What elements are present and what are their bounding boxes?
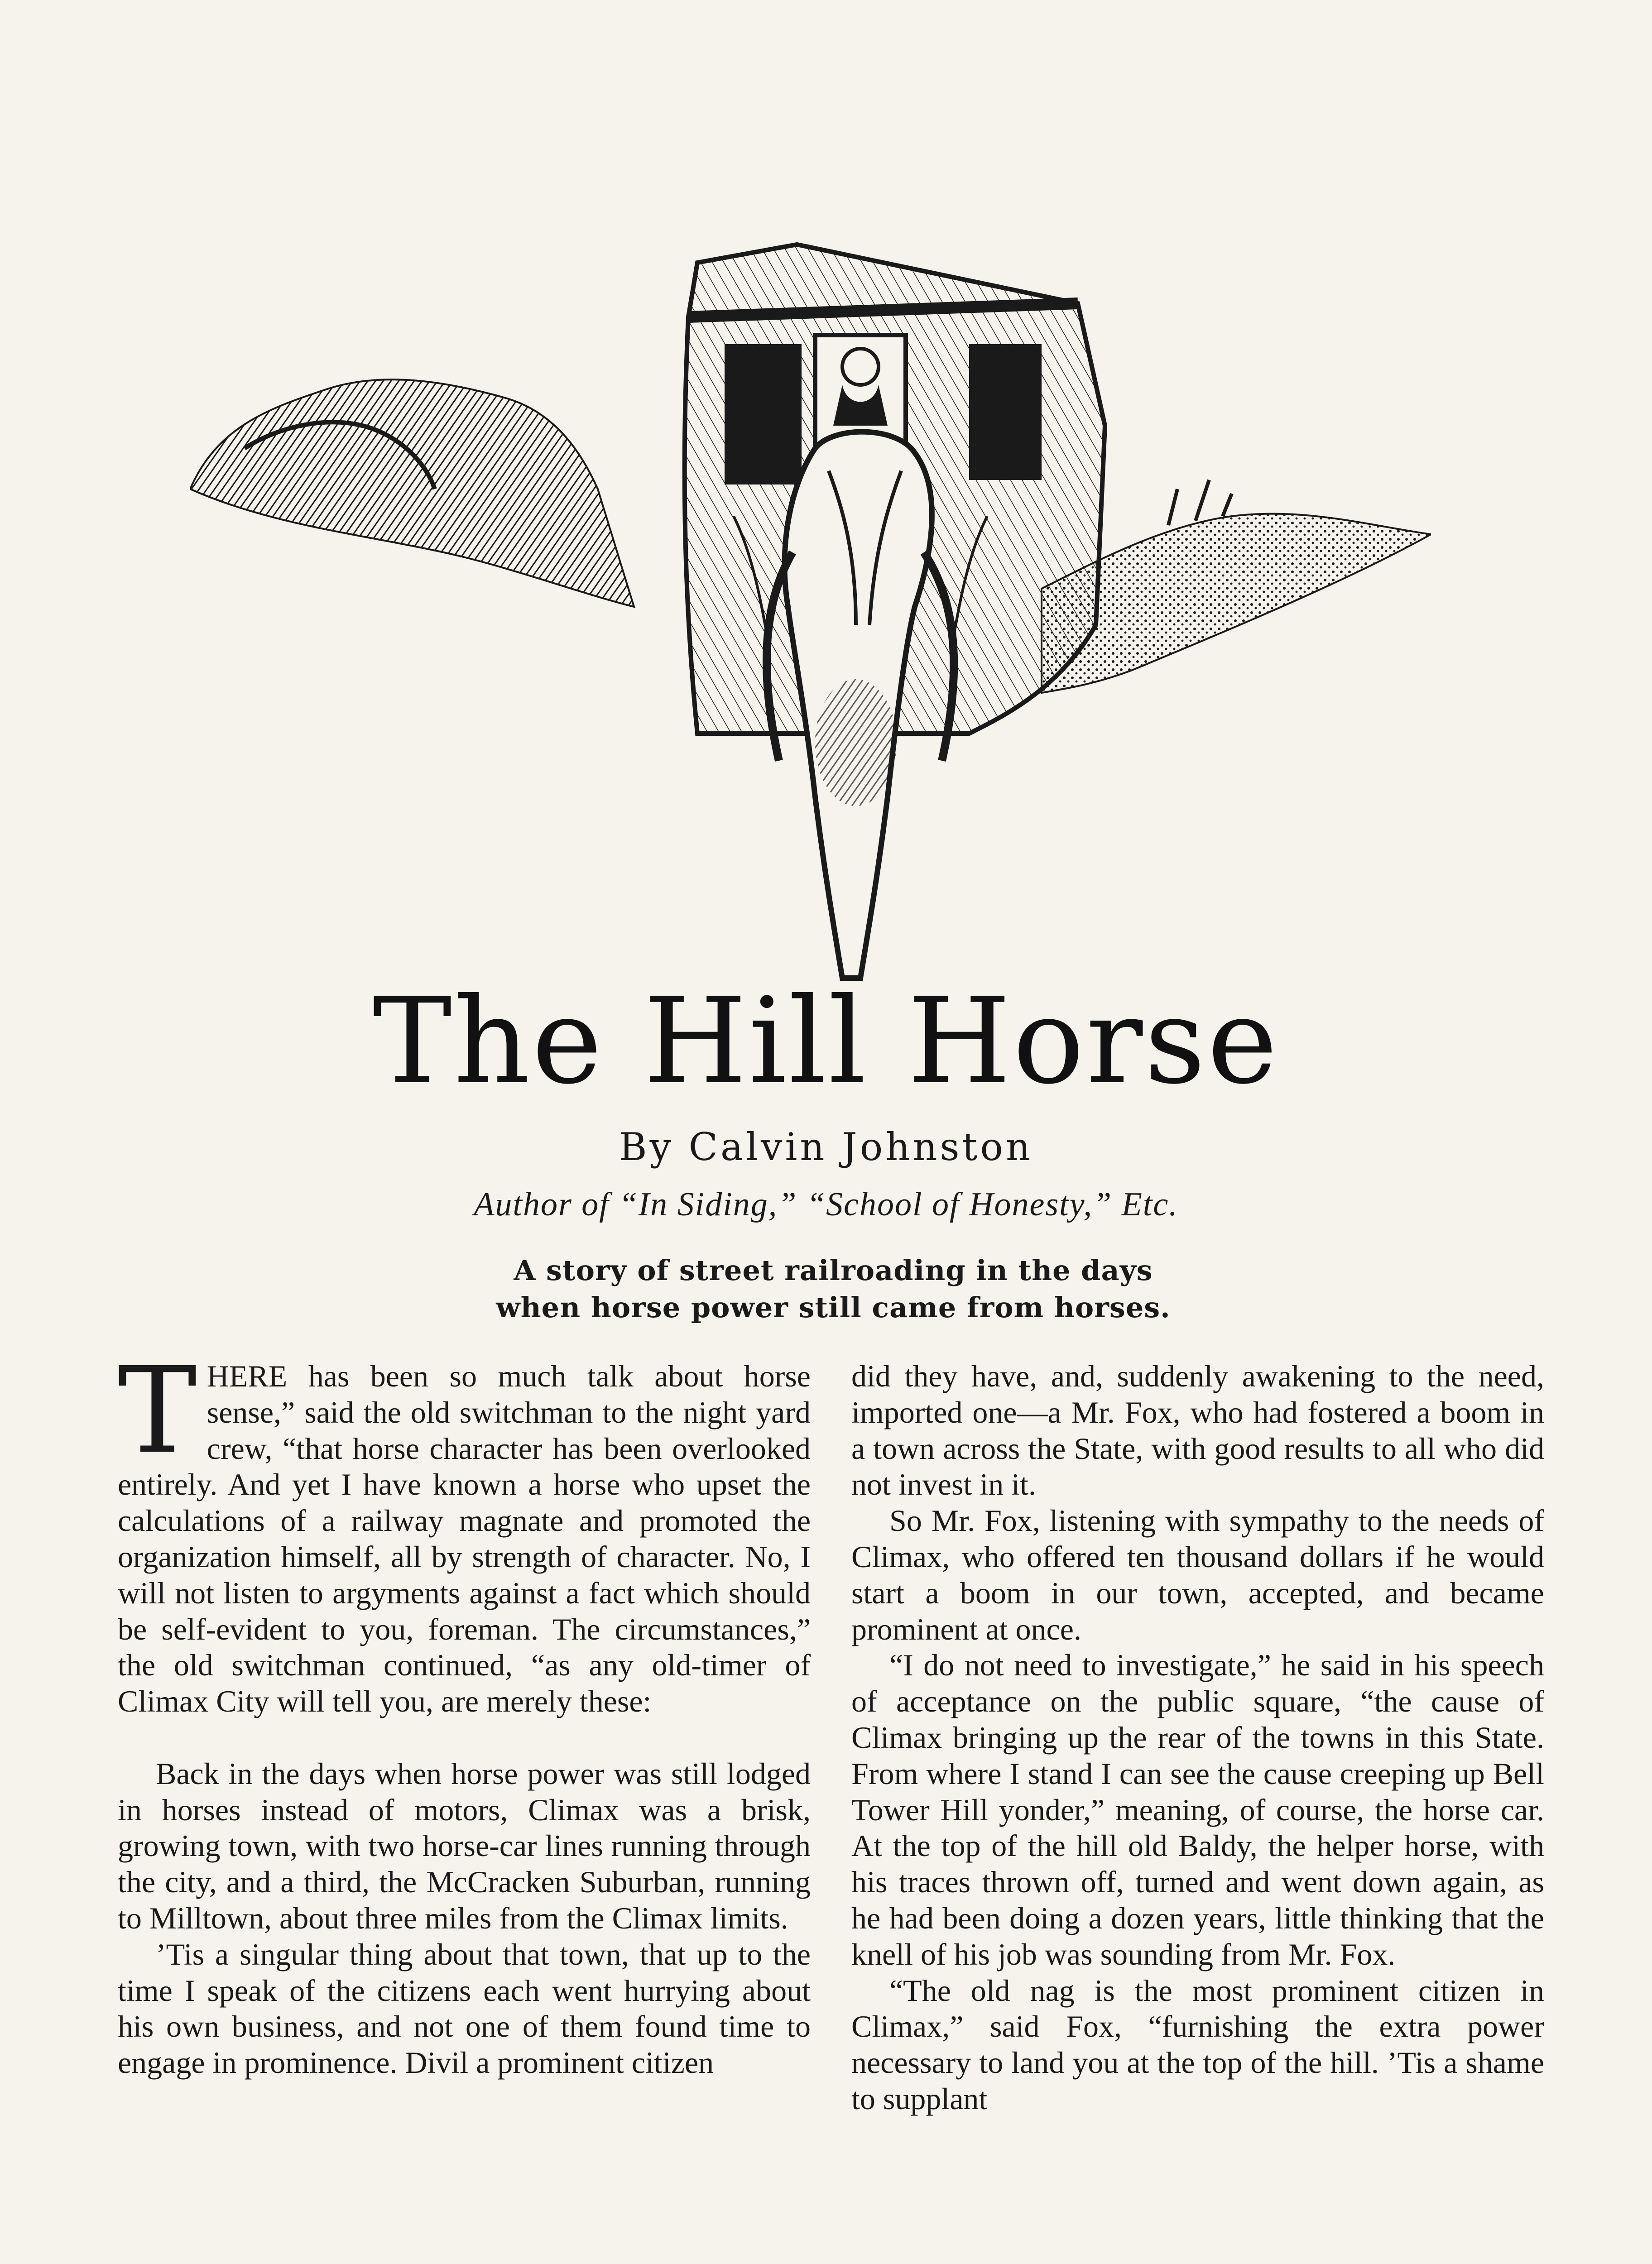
paragraph: “The old nag is the most prominent citizen in Climax,” said Fox, “furnishing the extra power necessary to land you at the top of the hill. ’Tis a shame to supplant	[851, 1973, 1544, 2116]
author-byline: By Calvin Johnston	[619, 1125, 1033, 1169]
author-credits: Author of “In Siding,” “School of Honesty,” Etc.	[474, 1186, 1178, 1223]
tagline-line: when horse power still came from horses.	[496, 1291, 1171, 1324]
horse-car-illustration	[190, 235, 1431, 987]
tagline-line: A story of street railroading in the days	[514, 1254, 1153, 1287]
paragraph: ’Tis a singular thing about that town, that up to the time I speak of the citizens each went hurrying about his own business, and not one of them found time to engage in prominence. Divil a prominent citizen	[118, 1937, 811, 2080]
drop-cap: T	[118, 1342, 197, 1480]
paragraph	[118, 1342, 811, 1720]
left-foliage	[190, 379, 634, 607]
paragraph: did they have, and, suddenly awakening to the need, imported one—a Mr. Fox, who had fostered a boom in a town across the State, with good results to all who did not invest in it.	[851, 1359, 1544, 1502]
story-title: The Hill Horse	[373, 972, 1279, 1110]
left-column	[118, 1342, 811, 2081]
story-tagline	[480, 1252, 1186, 1326]
paragraph: Back in the days when horse power was still lodged in horses instead of motors, Climax was a brisk, growing town, with two horse-car lines running through the city, and a third, the McCracken Suburban, running to Milltown, about three miles from the Climax limits.	[118, 1756, 811, 1935]
paragraph-text: HERE has been so much talk about horse sense,” said the old switchman to the night yard crew, “that horse character has been overlooked entirely. And yet I have known a horse who upset the calculations of a railway magnate and promoted the organization himself, all by strength of character. No, I will not listen to argyments against a fact which should be self-evident to you, foreman. The circumstances,” the old switchman continued, “as any old-timer of Climax City will tell you, are merely these:	[118, 1359, 811, 1719]
paragraph: So Mr. Fox, listening with sympathy to the needs of Climax, who offered ten thousand dollars if he would start a boom in our town, accepted, and became prominent at once.	[851, 1503, 1544, 1646]
paragraph: “I do not need to investigate,” he said in his speech of acceptance on the public square, “the cause of Climax bringing up the rear of the towns in this State. From where I stand I can see the cause creeping up Bell Tower Hill yonder,” meaning, of course, the horse car. At the top of the hill old Baldy, the helper horse, with his traces thrown off, turned and went down again, as he had been doing a dozen years, little thinking that the knell of his job was sounding from Mr. Fox.	[851, 1648, 1544, 1971]
right-column	[851, 1358, 1544, 2117]
